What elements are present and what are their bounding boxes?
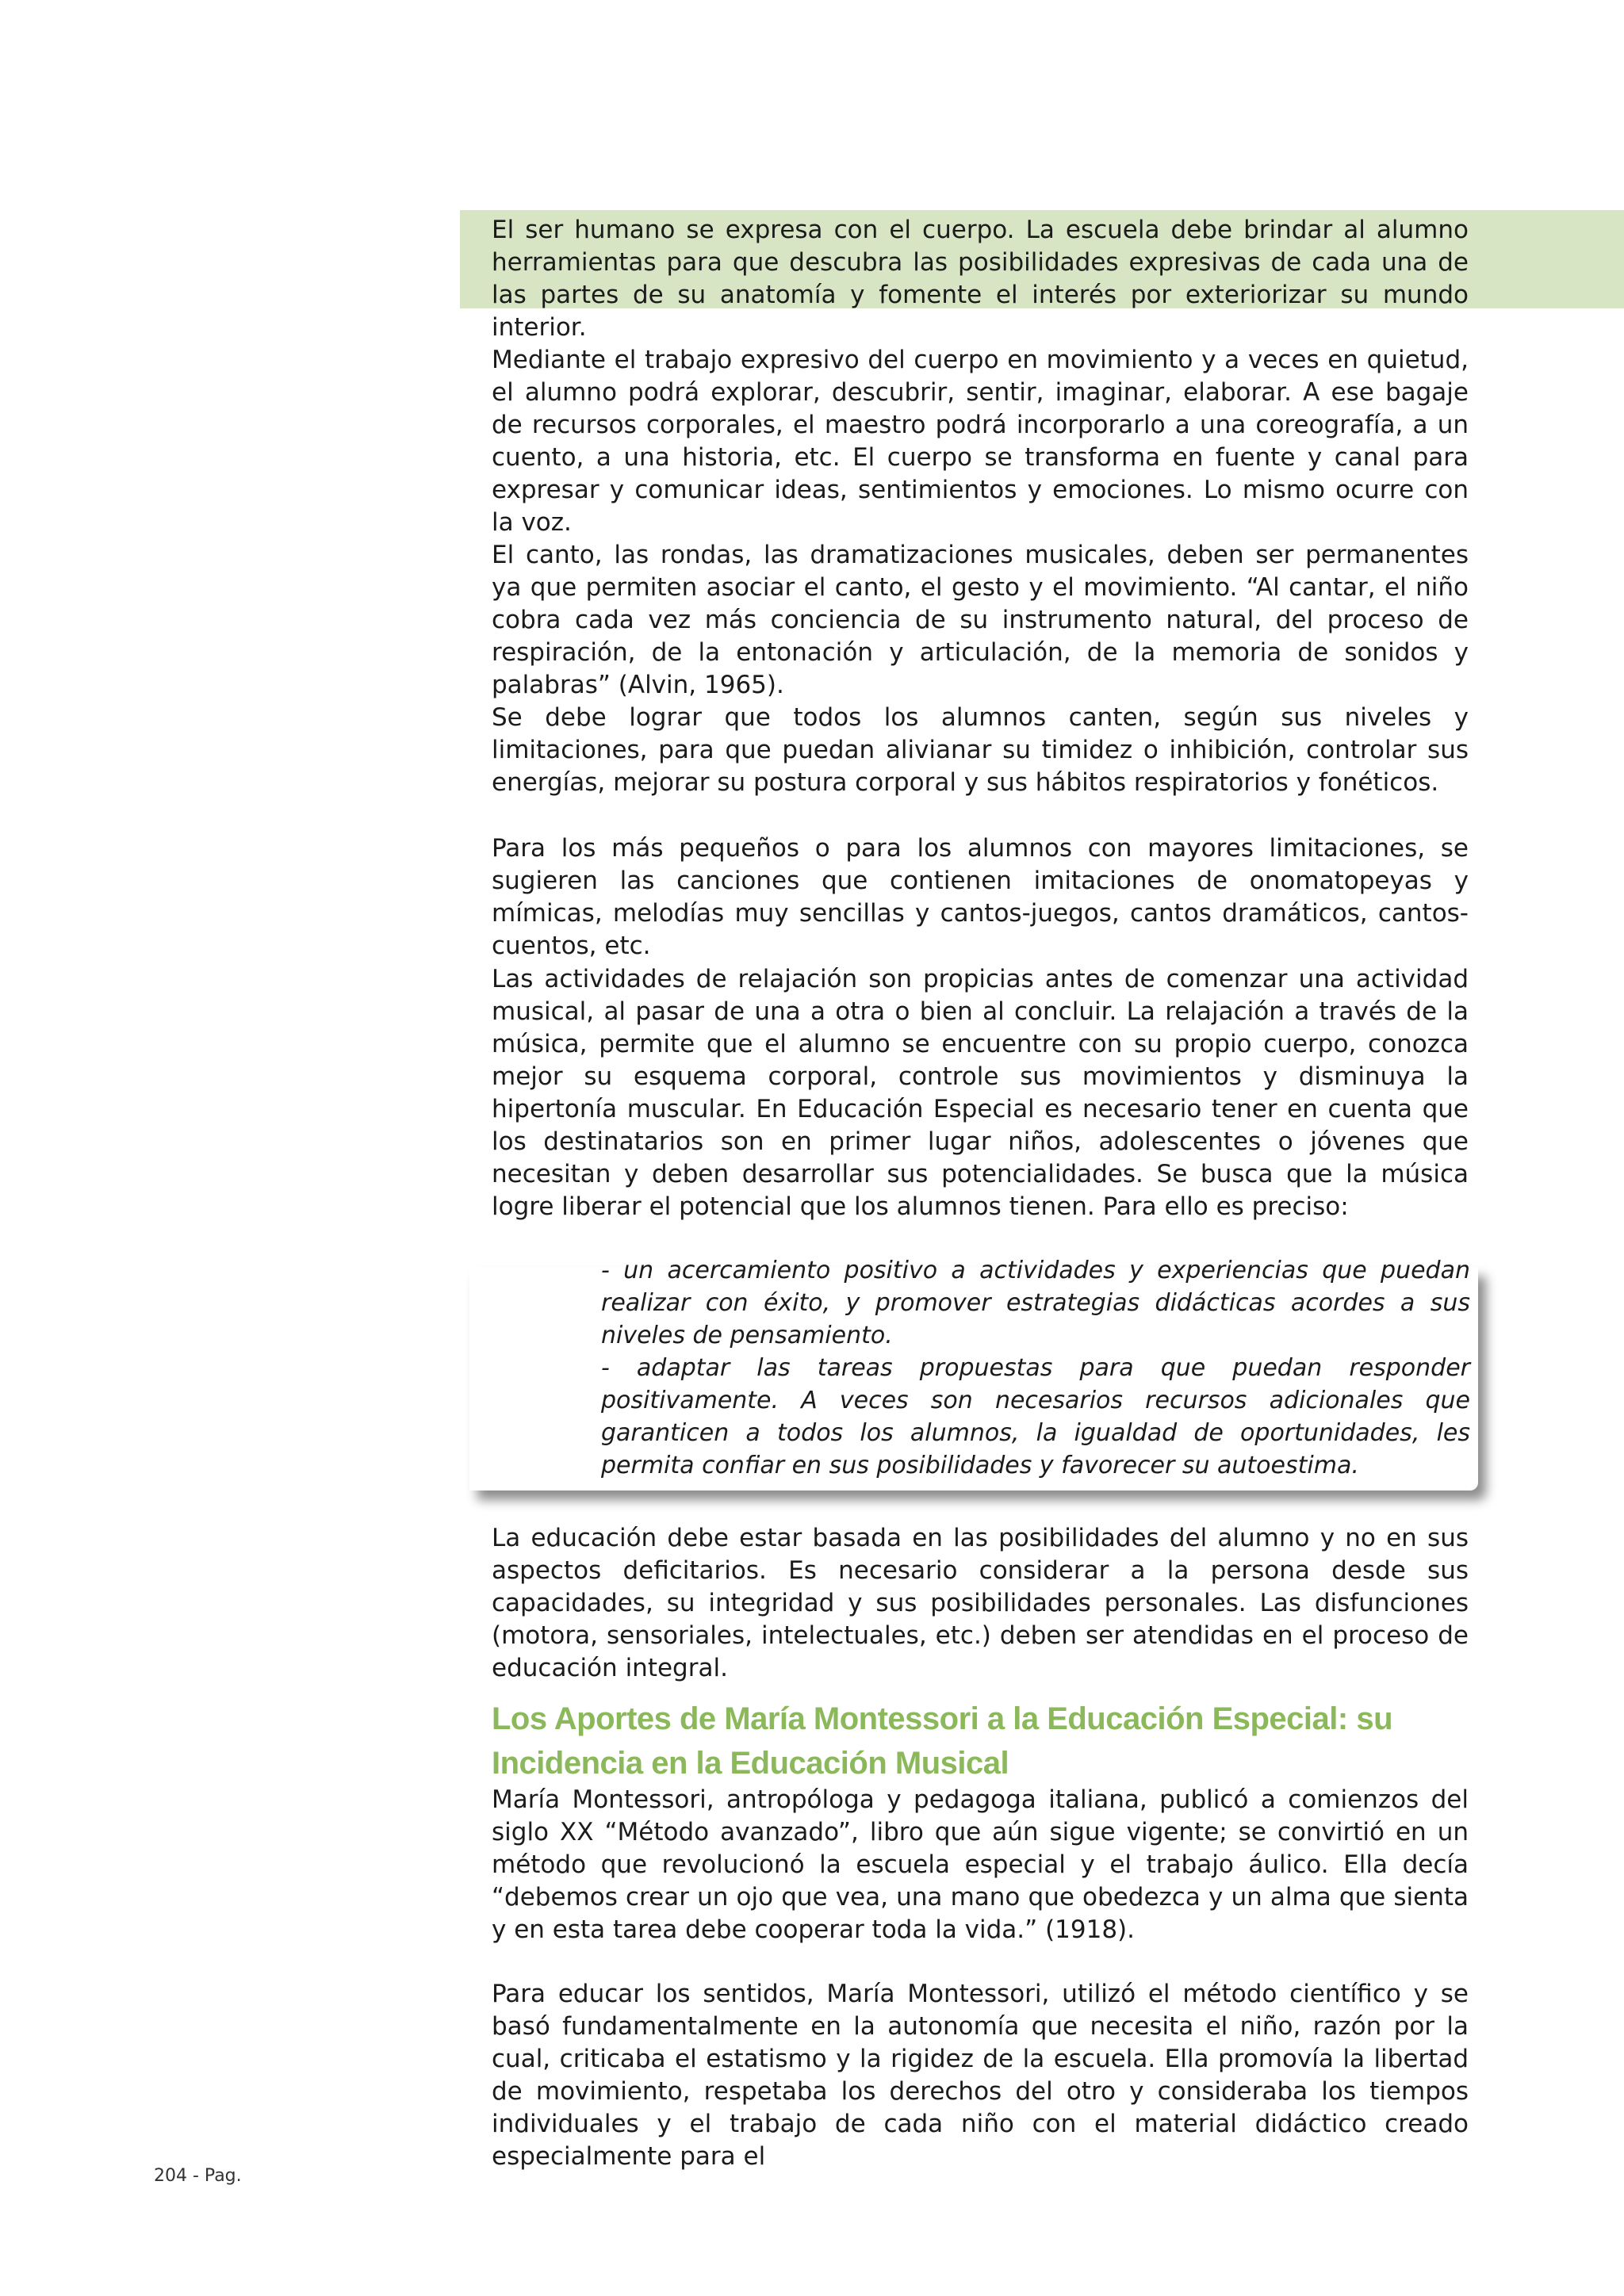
callout-content bbox=[601, 1254, 1470, 1482]
section-paragraph: María Montessori, antropóloga y pedagoga italiana, publicó a comienzos del siglo XX “Método avanzado”, libro que aún sigue vigente; se convirtió en un método que revolucionó la escuela especial y el trabajo áulico. Ella decía “debemos crear un ojo que vea, una mano que obedezca y un alma que sienta y en esta tarea debe cooperar toda la vida.” (1918). bbox=[492, 1785, 1469, 1944]
body-paragraph: El canto, las rondas, las dramatizaciones musicales, deben ser permanentes ya que permiten asociar el canto, el gesto y el movimiento. “Al cantar, el niño cobra cada vez más conciencia de su instrumento natural, del proceso de respiración, de la entonación y articulación, de la memoria de sonidos y palabras” (Alvin, 1965). bbox=[492, 541, 1469, 699]
body-block-2 bbox=[492, 539, 1469, 702]
callout-box bbox=[469, 1251, 1484, 1497]
body-paragraph: La educación debe estar basada en las posibilidades del alumno y no en sus aspectos deficitarios. Es necesario considerar a la persona desde sus capacidades, su integridad y sus posibilidades personales. Las disfunciones (motora, sensoriales, intelectuales, etc.) deben ser atendidas en el proceso de educación integral. bbox=[492, 1524, 1469, 1682]
page-number: 204 - Pag. bbox=[154, 2166, 242, 2186]
body-paragraph: Se debe lograr que todos los alumnos canten, según sus niveles y limitaciones, para que puedan alivianar su timidez o inhibición, controlar sus energías, mejorar su postura corporal y sus hábitos respiratorios y fonéticos. bbox=[492, 703, 1469, 797]
body-block-6 bbox=[492, 1522, 1469, 1685]
body-block-4 bbox=[492, 832, 1469, 962]
section-heading: Los Aportes de María Montessori a la Educación Especial: su Incidencia en la Educación Musical bbox=[492, 1701, 1393, 1781]
intro-paragraph: El ser humano se expresa con el cuerpo. La escuela debe brindar al alumno herramientas para que descubra las posibilidades expresivas de cada una de las partes de su anatomía y fomente el interés por exteriorizar su mundo interior. bbox=[492, 216, 1469, 342]
intro-block bbox=[492, 214, 1469, 344]
section-block-1 bbox=[492, 1784, 1469, 1946]
body-paragraph: Las actividades de relajación son propicias antes de comenzar una actividad musical, al pasar de una a otra o bien al concluir. La relajación a través de la música, permite que el alumno se encuentre con su propio cuerpo, conozca mejor su esquema corporal, controle sus movimientos y disminuya la hipertonía muscular. En Educación Especial es necesario tener en cuenta que los destinatarios son en primer lugar niños, adolescentes o jóvenes que necesitan y deben desarrollar sus potencialidades. Se busca que la música logre liberar el potencial que los alumnos tienen. Para ello es preciso: bbox=[492, 965, 1469, 1221]
section-heading-block bbox=[492, 1697, 1469, 1785]
body-block-3 bbox=[492, 702, 1469, 799]
body-paragraph: Mediante el trabajo expresivo del cuerpo en movimiento y a veces en quietud, el alumno podrá explorar, descubrir, sentir, imaginar, elaborar. A ese bagaje de recursos corporales, el maestro podrá incorporarlo a una coreografía, a un cuento, a una historia, etc. El cuerpo se transforma en fuente y canal para expresar y comunicar ideas, sentimientos y emociones. Lo mismo ocurre con la voz. bbox=[492, 346, 1469, 537]
callout-item: - adaptar las tareas propuestas para que puedan responder positivamente. A veces son necesarios recursos adicionales que garanticen a todos los alumnos, la igualdad de oportunidades, les permita confiar en sus posibilidades y favorecer su autoestima. bbox=[601, 1354, 1470, 1479]
body-block-1 bbox=[492, 344, 1469, 539]
body-paragraph: Para los más pequeños o para los alumnos con mayores limitaciones, se sugieren las canciones que contienen imitaciones de onomatopeyas y mímicas, melodías muy sencillas y cantos-juegos, cantos dramáticos, cantos-cuentos, etc. bbox=[492, 834, 1469, 960]
body-block-5 bbox=[492, 963, 1469, 1223]
section-paragraph: Para educar los sentidos, María Montessori, utilizó el método científico y se basó fundamentalmente en la autonomía que necesita el niño, razón por la cual, criticaba el estatismo y la rigidez de la escuela. Ella promovía la libertad de movimiento, respetaba los derechos del otro y consideraba los tiempos individuales y el trabajo de cada niño con el material didáctico creado especialmente para el bbox=[492, 1980, 1469, 2171]
callout-item: - un acercamiento positivo a actividades y experiencias que puedan realizar con éxito, y promover estrategias didácticas acordes a sus niveles de pensamiento. bbox=[601, 1257, 1470, 1349]
section-block-2 bbox=[492, 1978, 1469, 2173]
